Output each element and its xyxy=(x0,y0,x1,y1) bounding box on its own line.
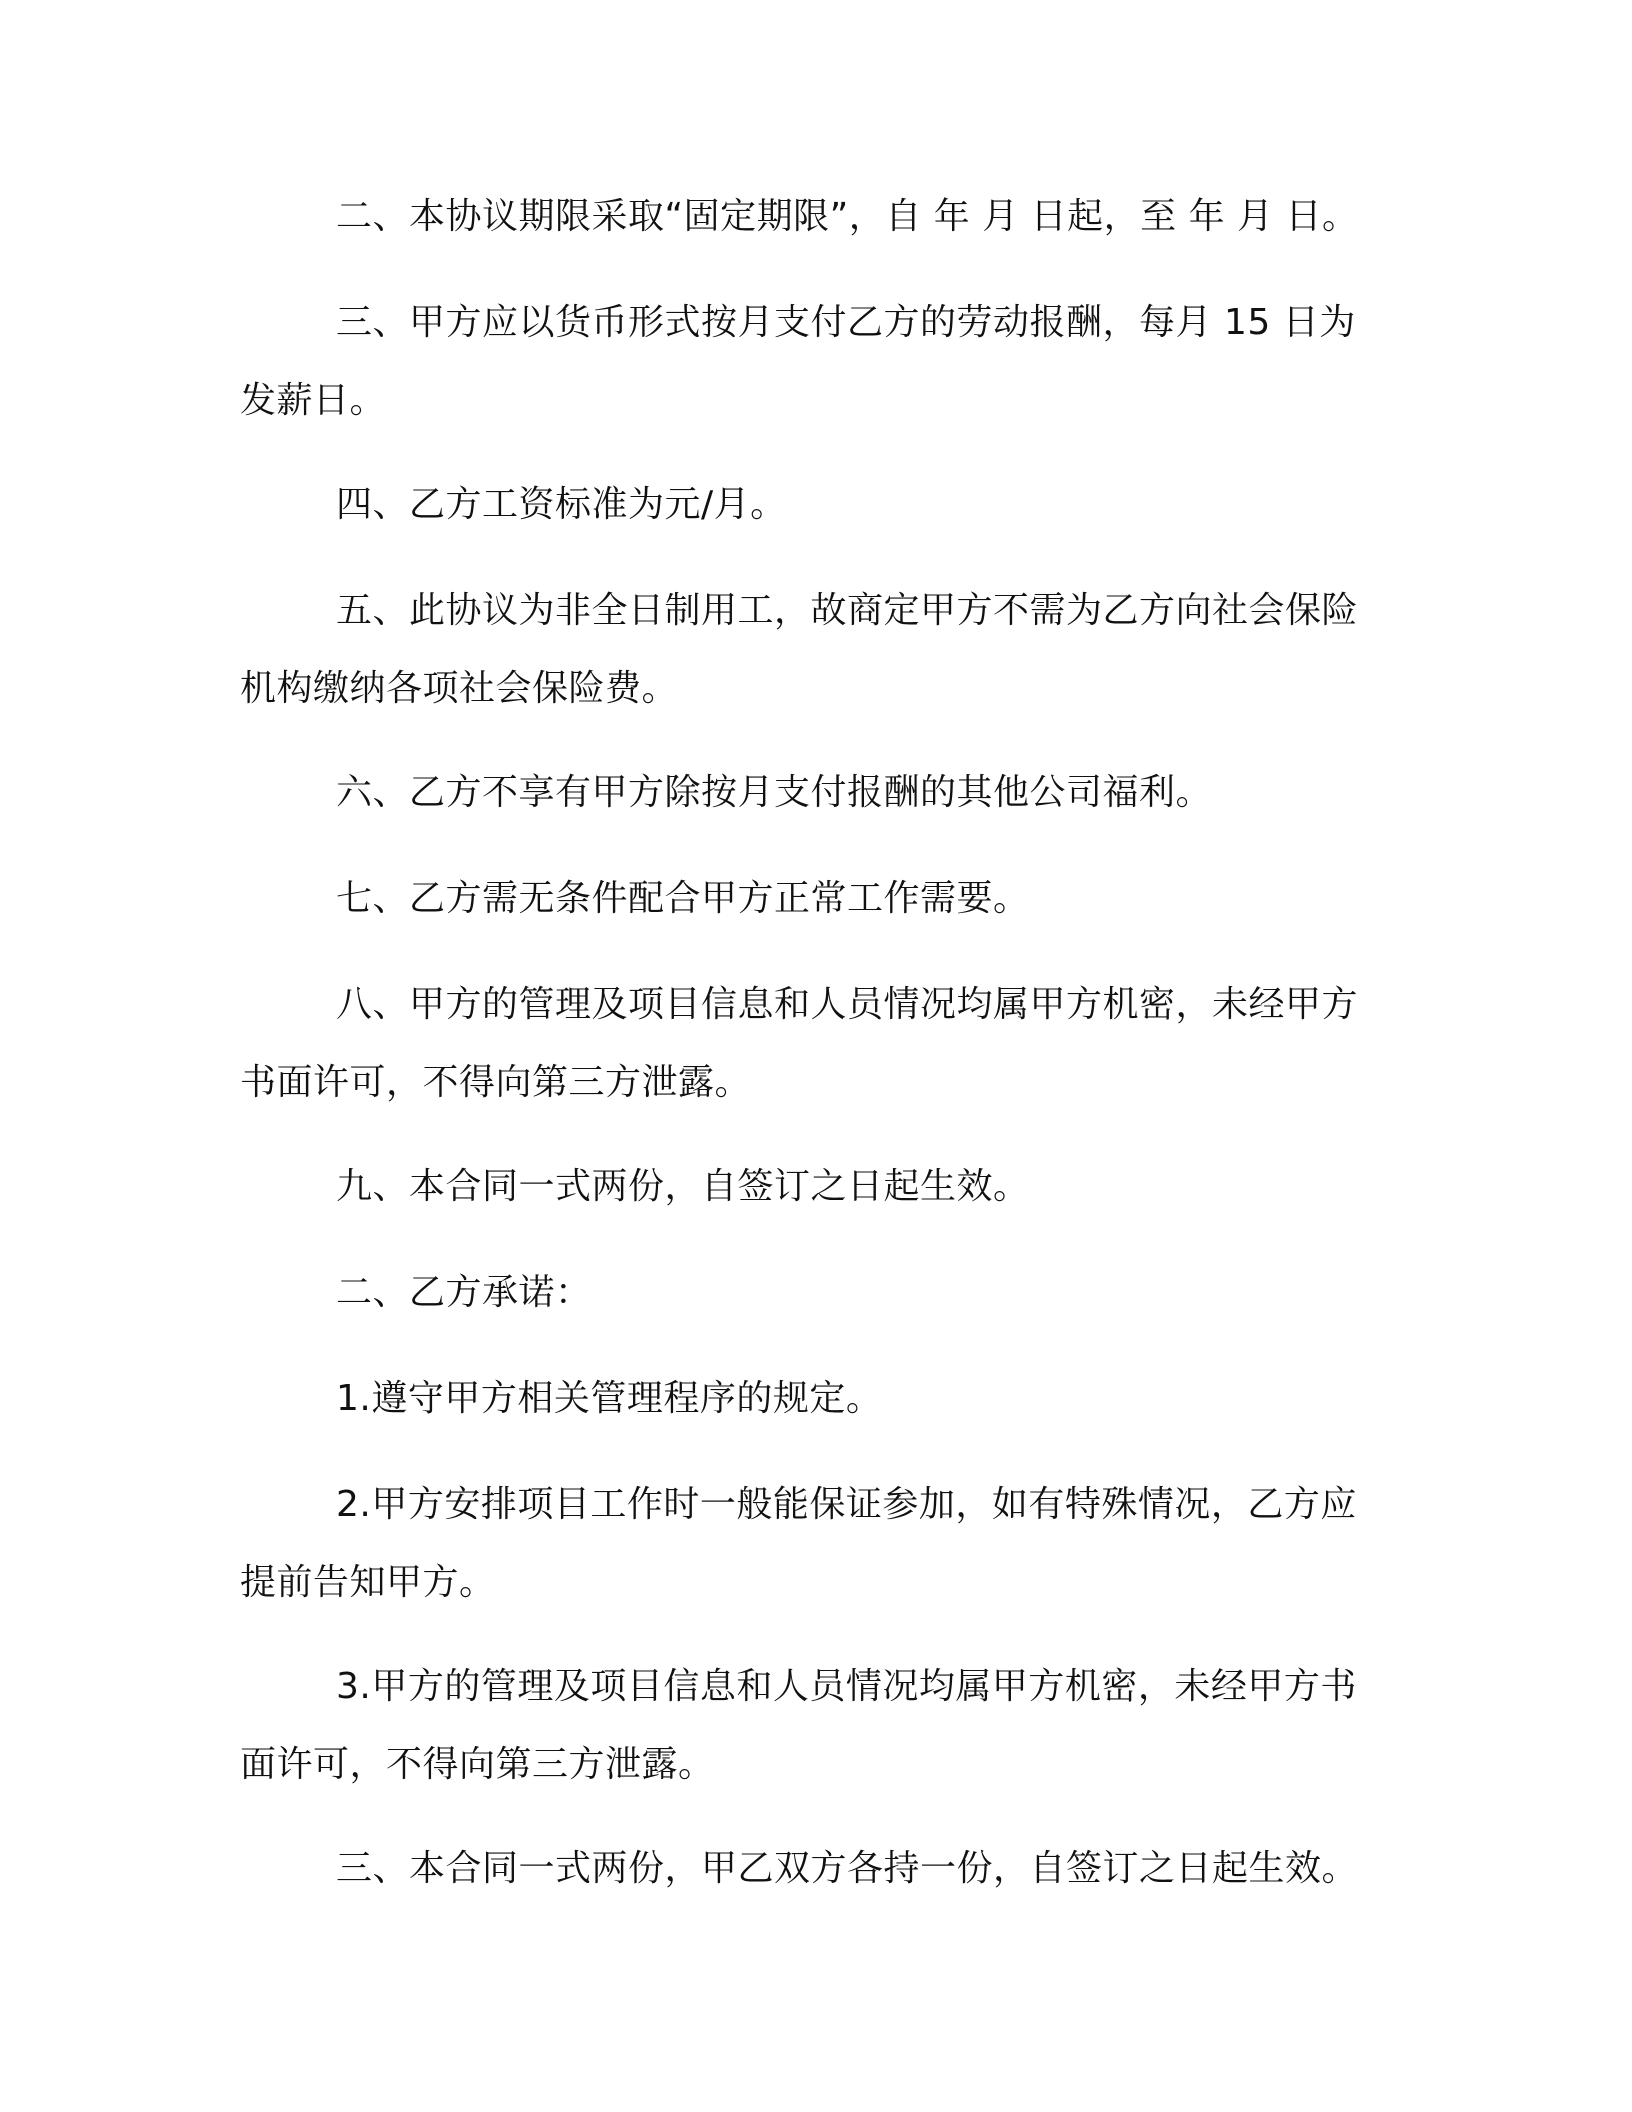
clause-term: 二、本协议期限采取“固定期限”，自 年 月 日起，至 年 月 日。 xyxy=(336,196,1359,237)
clause-payment: 三、甲方应以货币形式按月支付乙方的劳动报酬，每月 15 日为发薪日。 xyxy=(240,302,1356,421)
clause-salary: 四、乙方工资标准为元/月。 xyxy=(336,484,787,525)
clause-confidentiality: 八、甲方的管理及项目信息和人员情况均属甲方机密，未经甲方书面许可，不得向第三方泄露。 xyxy=(240,984,1359,1103)
clause-benefits: 六、乙方不享有甲方除按月支付报酬的其他公司福利。 xyxy=(336,772,1213,813)
commitment-2: 2.甲方安排项目工作时一般能保证参加，如有特殊情况，乙方应提前告知甲方。 xyxy=(240,1484,1357,1603)
clause-effective: 九、本合同一式两份，自签订之日起生效。 xyxy=(336,1166,1030,1207)
commitment-1: 1.遵守甲方相关管理程序的规定。 xyxy=(336,1378,883,1419)
clause-cooperation: 七、乙方需无条件配合甲方正常工作需要。 xyxy=(336,878,1030,919)
section-contract-copies: 三、本合同一式两份，甲乙双方各持一份，自签订之日起生效。 xyxy=(336,1848,1359,1889)
clause-social-insurance: 五、此协议为非全日制用工，故商定甲方不需为乙方向社会保险机构缴纳各项社会保险费。 xyxy=(240,590,1359,709)
commitment-3: 3.甲方的管理及项目信息和人员情况均属甲方机密，未经甲方书面许可，不得向第三方泄露。 xyxy=(240,1666,1357,1785)
section-party-b-commitments: 二、乙方承诺： xyxy=(336,1272,592,1313)
